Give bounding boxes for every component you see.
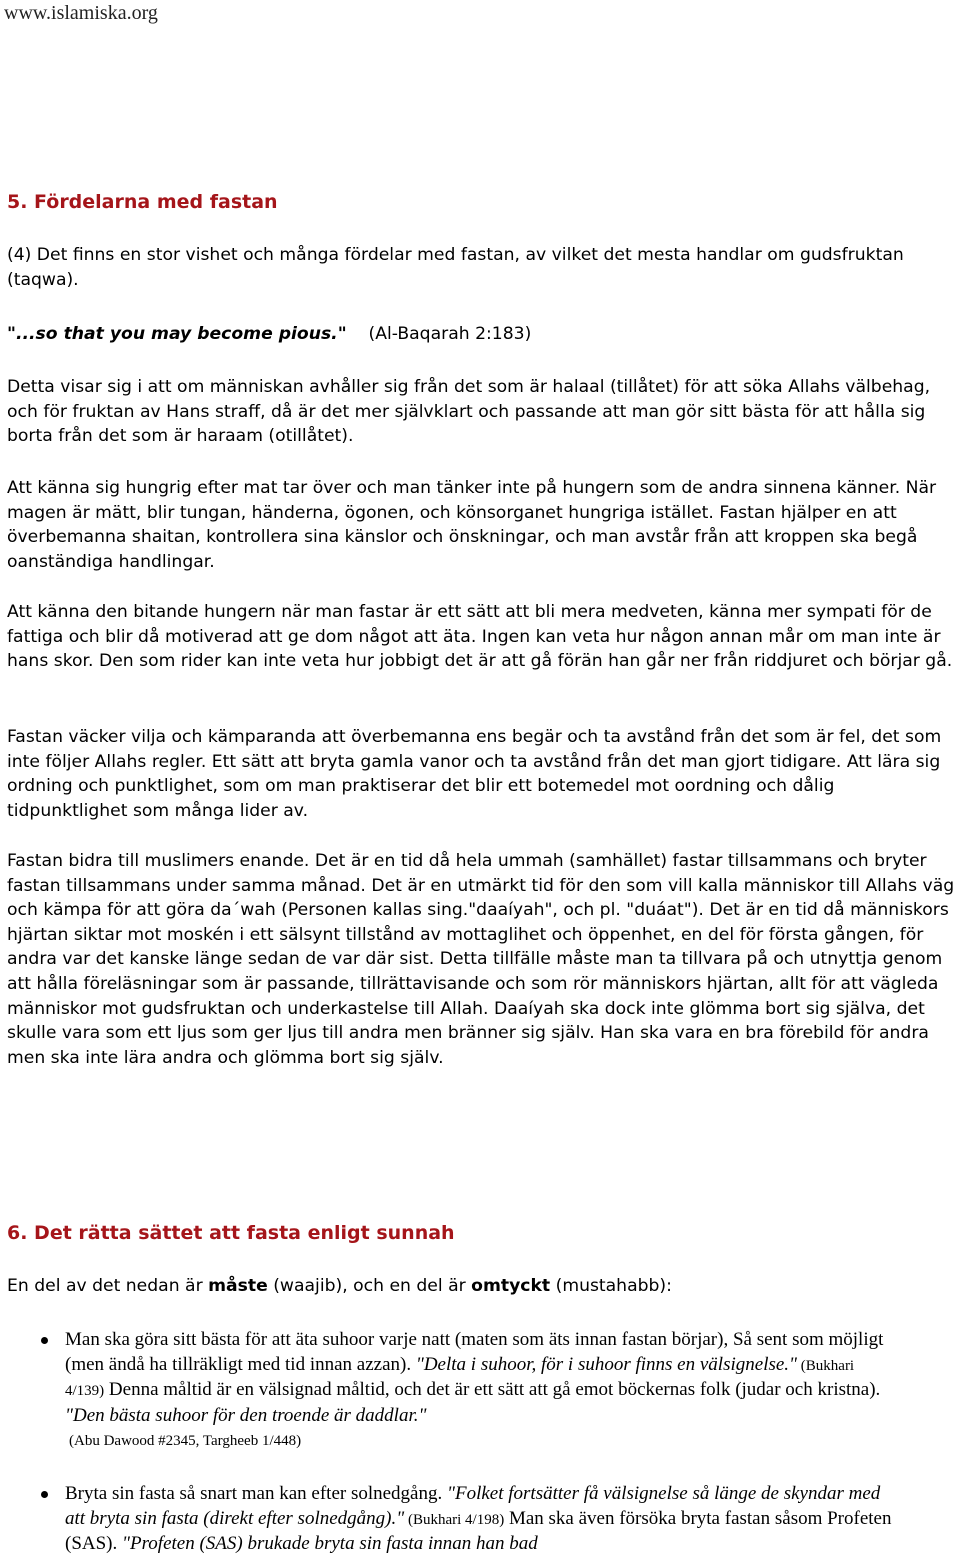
paragraph-wisdom: (4) Det finns en stor vishet och många fördelar med fastan, av vilket det mesta handlar om gudsfruktan (taqwa). bbox=[7, 245, 904, 290]
quran-quote: "...so that you may become pious." bbox=[7, 324, 347, 344]
paragraph-unity: Fastan bidra till muslimers enande. Det är en tid då hela ummah (samhället) fastar tillsammans och bryter fastan tillsammans under samma månad. Det är en utmärkt tid för den som vill kalla människor till Allahs väg och kämpa för att göra da´wah (Personen kallas sing."daaíyah", och pl. "duáat"). Det är en tid då människors hjärtan siktar mot moskén i ett sälsynt tillstånd av mottaglihet och öppenhet, en del för första gången, för andra var det kanske länge sedan de var där sist. Detta tillfälle måste man ta tillvara på och utnyttja genom att hålla föreläsningar som är passande, tillrättavisande och som rör människors hjärtan, allt för att vägleda människor mot gudsfruktan och underkastelse till Allah. Daaíyah ska dock inte glömma bort sig själva, det skulle vara som ett ljus som ger ljus till andra men bränner sig själv. Han ska vara en bra förebild för andra men ska inte lära andra och glömma bort sig själv. bbox=[7, 851, 955, 1068]
hadith-quote: "Delta i suhoor, för i suhoor finns en välsignelse." bbox=[415, 1353, 798, 1375]
intro-text-3: (mustahabb): bbox=[550, 1276, 672, 1296]
hadith-reference: (Abu Dawood #2345, Targheeb 1/448) bbox=[69, 1433, 302, 1450]
sunnah-list bbox=[7, 1328, 947, 1557]
waajib-term: måste bbox=[208, 1276, 268, 1296]
hadith-quote: "Profeten (SAS) brukade bryta sin fasta innan han bad bbox=[122, 1533, 538, 1555]
paragraph-willpower: Fastan väcker vilja och kämparanda att överbemanna ens begär och ta avstånd från det som är fel, det som inte följer Allahs regler. Ett sätt att bryta gamla vanor och ta avstånd från det man gjort tidigare. Att lära sig ordning och punktlighet, som om man praktiserar det blir ett botemedel mot oordning och dålig tidpunktlighet som många lider av. bbox=[7, 727, 942, 821]
quran-reference: (Al-Baqarah 2:183) bbox=[368, 324, 532, 344]
list-item-suhoor bbox=[7, 1328, 895, 1454]
section-6-heading: 6. Det rätta sättet att fasta enligt sunnah bbox=[7, 1222, 455, 1244]
bullet-icon bbox=[41, 1337, 48, 1344]
hadith-quote: "Den bästa suhoor för den troende är daddlar." bbox=[65, 1404, 427, 1426]
item-text: Man ska även försöka bryta fastan såsom Profeten (SAS). bbox=[65, 1507, 892, 1555]
list-item-iftar bbox=[7, 1482, 895, 1557]
hadith-reference: (Bukhari 4/139) bbox=[65, 1357, 855, 1400]
hadith-reference: (Bukhari 4/198) bbox=[404, 1511, 505, 1528]
intro-text-2: (waajib), och en del är bbox=[267, 1276, 472, 1296]
site-url[interactable]: www.islamiska.org bbox=[4, 2, 158, 24]
item-text: Bryta sin fasta så snart man kan efter solnedgång. bbox=[65, 1482, 447, 1504]
section-6-intro bbox=[7, 1274, 957, 1299]
item-text: Man ska göra sitt bästa för att äta suhoor varje natt (maten som äts innan fastan börjar), Så sent som möjligt (men ändå ha tillräkligt med tid innan azzan). bbox=[65, 1329, 884, 1375]
item-text: Denna måltid är en välsignad måltid, och det är ett sätt att gå emot böckernas folk (judar och kristna). bbox=[104, 1379, 881, 1401]
mustahabb-term: omtyckt bbox=[471, 1276, 551, 1296]
bullet-icon bbox=[41, 1491, 48, 1498]
paragraph-hunger: Att känna sig hungrig efter mat tar över och man tänker inte på hungern som de andra sinnena känner. När magen är mätt, blir tungan, händerna, ögonen, och könsorganet hungriga istället. Fastan hjälper en att överbemanna shaitan, kontrollera sina känslor och önskningar, och man avstår från att kroppen ska begå oanständiga handlingar. bbox=[7, 478, 937, 572]
hadith-quote: "Folket fortsätter få välsignelse så länge de skyndar med att bryta sin fasta (direkt efter solnedgång)." bbox=[65, 1482, 881, 1529]
paragraph-sympathy: Att känna den bitande hungern när man fastar är ett sätt att bli mera medveten, känna mer sympati för de fattiga och blir då motiverad att ge dom något att äta. Ingen kan veta hur någon annan mår om man inte är hans skor. Den som rider kan inte veta hur jobbigt det är att gå förän han går ner från riddjuret och börjar gå. bbox=[7, 602, 953, 672]
quote-line bbox=[7, 322, 957, 347]
section-5-heading: 5. Fördelarna med fastan bbox=[7, 191, 278, 213]
paragraph-halaal: Detta visar sig i att om människan avhåller sig från det som är halaal (tillåtet) för att söka Allahs välbehag, och för fruktan av Hans straff, då är det mer självklart och passande att man gör sitt bästa för att hålla sig borta från det som är haraam (otillåtet). bbox=[7, 377, 931, 447]
intro-text-1: En del av det nedan är bbox=[7, 1276, 209, 1296]
